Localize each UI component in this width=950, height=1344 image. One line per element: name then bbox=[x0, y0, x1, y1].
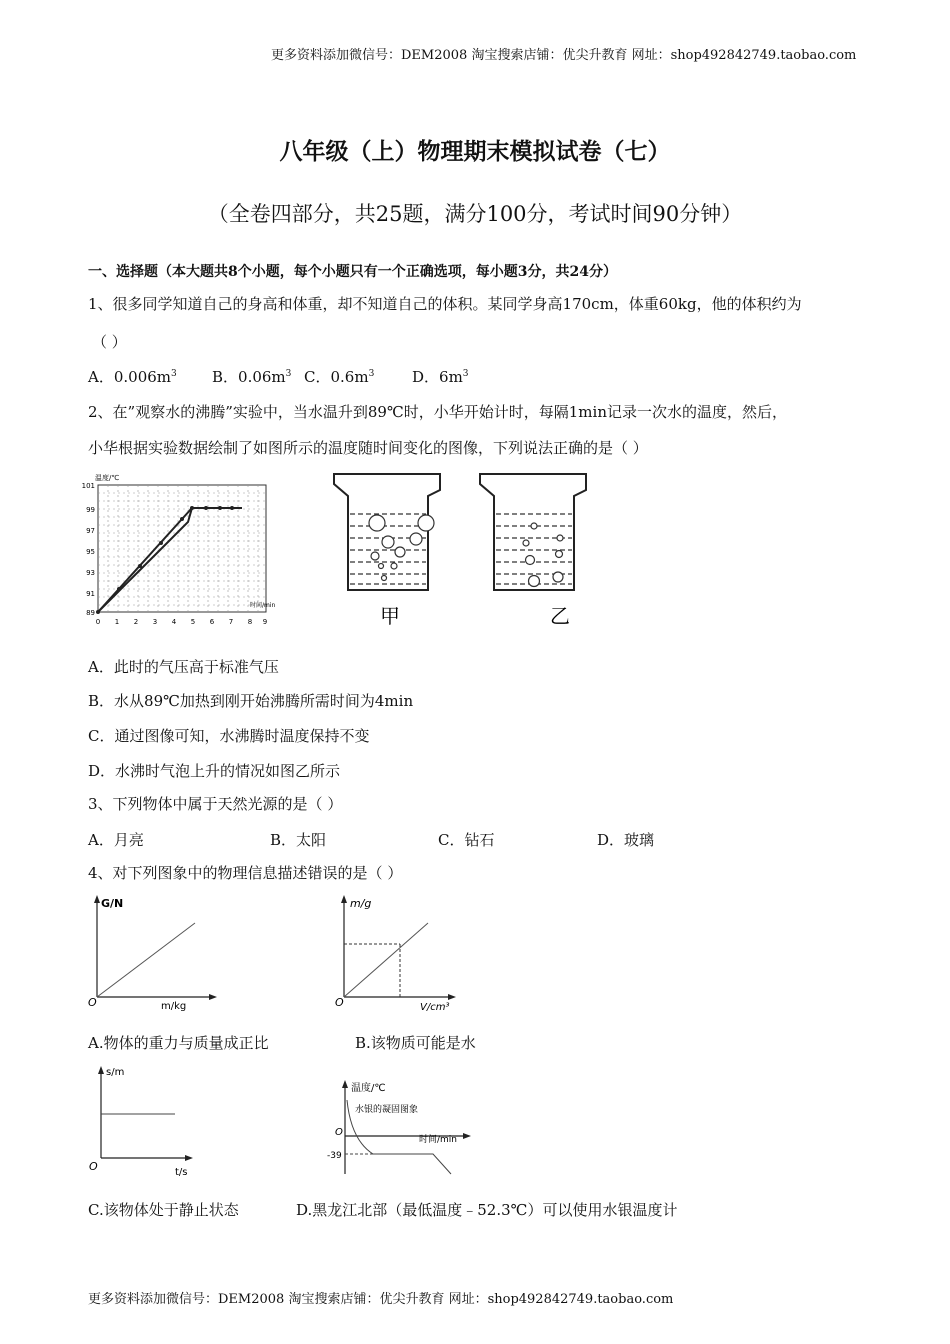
q1-option-c: C．$0.6m^3$ bbox=[304, 368, 375, 386]
svg-text:1: 1 bbox=[114, 618, 120, 626]
page-subtitle: （全卷四部分，共25题，满分100分，考试时间90分钟） bbox=[207, 202, 743, 226]
beaker-right bbox=[480, 474, 586, 590]
svg-text:99: 99 bbox=[86, 506, 95, 514]
svg-text:9: 9 bbox=[262, 618, 268, 626]
q3-option-c: C．钻石 bbox=[438, 831, 495, 849]
q2-option-c: C．通过图像可知，水沸腾时温度保持不变 bbox=[88, 727, 370, 745]
q1-blank: （ ） bbox=[92, 333, 127, 351]
graph-b-mass-volume bbox=[332, 893, 472, 1013]
svg-text:5: 5 bbox=[190, 618, 196, 626]
svg-text:8: 8 bbox=[247, 618, 253, 626]
temperature-time-graph bbox=[82, 470, 280, 630]
svg-text:0: 0 bbox=[95, 618, 101, 626]
svg-text:6: 6 bbox=[209, 618, 215, 626]
q4-option-a: A.物体的重力与质量成正比 bbox=[88, 1034, 269, 1052]
svg-text:93: 93 bbox=[86, 569, 95, 577]
svg-text:4: 4 bbox=[171, 618, 177, 626]
q1-stem: 1、很多同学知道自己的身高和体重，却不知道自己的体积。某同学身高170cm，体重60kg，他的体积约为 bbox=[88, 295, 802, 313]
beaker-left bbox=[334, 474, 440, 590]
svg-text:101: 101 bbox=[82, 482, 95, 490]
section-heading: 一、选择题（本大题共8个小题，每个小题只有一个正确选项，每小题3分，共24分） bbox=[88, 264, 617, 280]
svg-text:89: 89 bbox=[86, 609, 95, 617]
q2-stem-line1: 2、在”观察水的沸腾”实验中，当水温升到89℃时，小华开始计时，每隔1min记录一次水的温度，然后， bbox=[88, 403, 787, 421]
q3-option-d: D．玻璃 bbox=[597, 831, 655, 849]
graph-a-gravity-mass bbox=[85, 893, 225, 1013]
svg-text:t/s: t/s bbox=[175, 1167, 188, 1178]
graph-ylabel: 温度/℃ bbox=[95, 474, 120, 482]
graph-xlabel: 时间/min bbox=[250, 602, 276, 609]
q4-option-b: B.该物质可能是水 bbox=[355, 1034, 476, 1052]
svg-text:O: O bbox=[88, 996, 97, 1009]
svg-text:97: 97 bbox=[86, 527, 95, 535]
svg-text:O: O bbox=[89, 1160, 98, 1173]
q2-option-b: B．水从89℃加热到刚开始沸腾所需时间为4min bbox=[88, 692, 414, 710]
page-header: 更多资料添加微信号：DEM2008 淘宝搜索店铺：优尖升教育 网址：shop492842749.taobao.com bbox=[271, 48, 857, 63]
q4-option-c: C.该物体处于静止状态 bbox=[88, 1201, 239, 1219]
q1-option-b: B．$0.06m^3$ bbox=[212, 368, 292, 386]
svg-text:95: 95 bbox=[86, 548, 95, 556]
q4-option-d: D.黑龙江北部（最低温度﹣52.3℃）可以使用水银温度计 bbox=[296, 1201, 678, 1219]
beaker-illustrations bbox=[330, 470, 610, 630]
svg-text:温度/℃: 温度/℃ bbox=[351, 1083, 386, 1094]
svg-text:G/N: G/N bbox=[101, 897, 124, 910]
svg-text:时间/min: 时间/min bbox=[419, 1135, 458, 1145]
beaker-left-label: 甲 bbox=[380, 604, 400, 628]
q2-stem-line2: 小华根据实验数据绘制了如图所示的温度随时间变化的图像，下列说法正确的是（ ） bbox=[88, 439, 648, 457]
q4-stem: 4、对下列图象中的物理信息描述错误的是（ ） bbox=[88, 864, 403, 882]
svg-text:m/g: m/g bbox=[350, 897, 372, 910]
graph-c-distance-time bbox=[85, 1062, 205, 1182]
q3-option-b: B．太阳 bbox=[270, 831, 327, 849]
svg-text:V/cm³: V/cm³ bbox=[420, 1002, 450, 1013]
svg-text:O: O bbox=[335, 996, 344, 1009]
svg-text:m/kg: m/kg bbox=[161, 1001, 187, 1012]
q1-option-d: D．$6m^3$ bbox=[412, 368, 469, 386]
svg-text:O: O bbox=[335, 1127, 343, 1138]
q2-option-a: A．此时的气压高于标准气压 bbox=[88, 658, 279, 676]
svg-text:91: 91 bbox=[86, 590, 95, 598]
q3-option-a: A．月亮 bbox=[88, 831, 144, 849]
svg-text:7: 7 bbox=[228, 618, 234, 626]
svg-text:s/m: s/m bbox=[106, 1067, 125, 1078]
q3-stem: 3、下列物体中属于天然光源的是（ ） bbox=[88, 795, 343, 813]
svg-text:2: 2 bbox=[133, 618, 139, 626]
page-title: 八年级（上）物理期末模拟试卷（七） bbox=[279, 138, 671, 165]
svg-text:3: 3 bbox=[152, 618, 158, 626]
q1-option-a: A．$0.006m^3$ bbox=[88, 368, 177, 386]
svg-text:-39: -39 bbox=[327, 1151, 342, 1161]
graph-d-mercury-solidification bbox=[325, 1078, 475, 1178]
page-footer: 更多资料添加微信号：DEM2008 淘宝搜索店铺：优尖升教育 网址：shop492842749.taobao.com bbox=[88, 1292, 674, 1307]
svg-text:水银的凝固图象: 水银的凝固图象 bbox=[355, 1105, 419, 1115]
beaker-right-label: 乙 bbox=[550, 604, 570, 628]
q2-option-d: D．水沸时气泡上升的情况如图乙所示 bbox=[88, 762, 341, 780]
